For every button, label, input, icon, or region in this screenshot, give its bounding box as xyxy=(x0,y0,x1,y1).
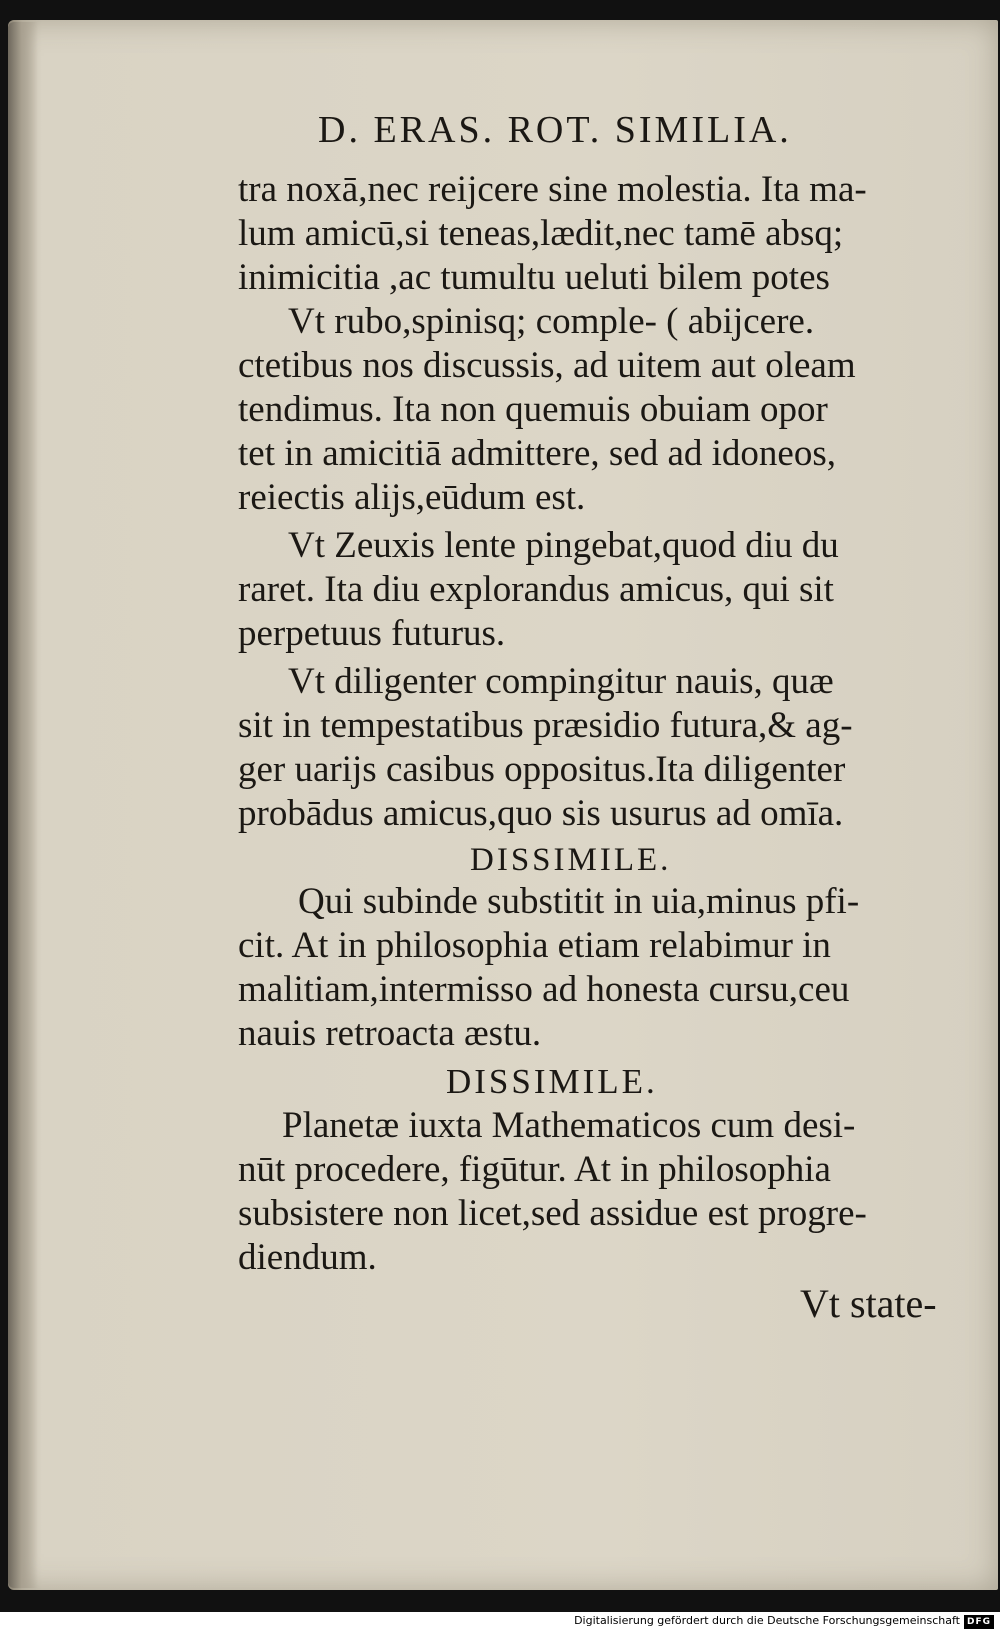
text-line: malitiam,intermisso ad honesta cursu,ceu xyxy=(238,969,850,1010)
digitization-credit: Digitalisierung gefördert durch die Deutsche Forschungsgemeinschaft xyxy=(574,1614,960,1627)
text-line: nūt procedere, figūtur. At in philosophia xyxy=(238,1149,831,1190)
text-line: nauis retroacta æstu. xyxy=(238,1013,542,1054)
text-line: perpetuus futurus. xyxy=(238,613,506,654)
text-line: ger uarijs casibus oppositus.Ita diligenter xyxy=(238,749,846,790)
text-line: cit. At in philosophia etiam relabimur in xyxy=(238,925,831,966)
text-line: Qui subinde substitit in uia,minus pfi- xyxy=(298,881,860,922)
text-line: diendum. xyxy=(238,1237,377,1278)
text-line: subsistere non licet,sed assidue est progre- xyxy=(238,1193,867,1234)
text-line: Vt diligenter compingitur nauis, quæ xyxy=(288,661,834,702)
text-line: tendimus. Ita non quemuis obuiam opor xyxy=(238,389,828,430)
text-line: Vt rubo,spinisq; comple- ( abijcere. xyxy=(288,301,815,342)
text-line: tet in amicitiā admittere, sed ad idoneos, xyxy=(238,433,836,474)
text-line: reiectis alijs,eūdum est. xyxy=(238,477,586,518)
section-heading: DISSIMILE. xyxy=(470,842,672,878)
running-head: D. ERAS. ROT. SIMILIA. xyxy=(318,109,792,151)
dfg-logo: DFG xyxy=(964,1615,994,1629)
text-line: raret. Ita diu explorandus amicus, qui sit xyxy=(238,569,834,610)
catchword: Vt state- xyxy=(800,1281,937,1326)
text-line: ctetibus nos discussis, ad uitem aut oleam xyxy=(238,345,856,386)
text-line: probādus amicus,quo sis usurus ad omīa. xyxy=(238,793,844,834)
text-line: sit in tempestatibus præsidio futura,& ag- xyxy=(238,705,853,746)
text-line: tra noxā,nec reijcere sine molestia. Ita ma- xyxy=(238,169,867,210)
page-gutter-shadow xyxy=(8,22,38,1588)
text-line: lum amicū,si teneas,lædit,nec tamē absq; xyxy=(238,213,844,254)
text-line: inimicitia ,ac tumultu ueluti bilem potes xyxy=(238,257,830,298)
text-line: Vt Zeuxis lente pingebat,quod diu du xyxy=(288,525,839,566)
section-heading: DISSIMILE. xyxy=(446,1062,658,1101)
text-line: Planetæ iuxta Mathematicos cum desi- xyxy=(282,1105,856,1146)
